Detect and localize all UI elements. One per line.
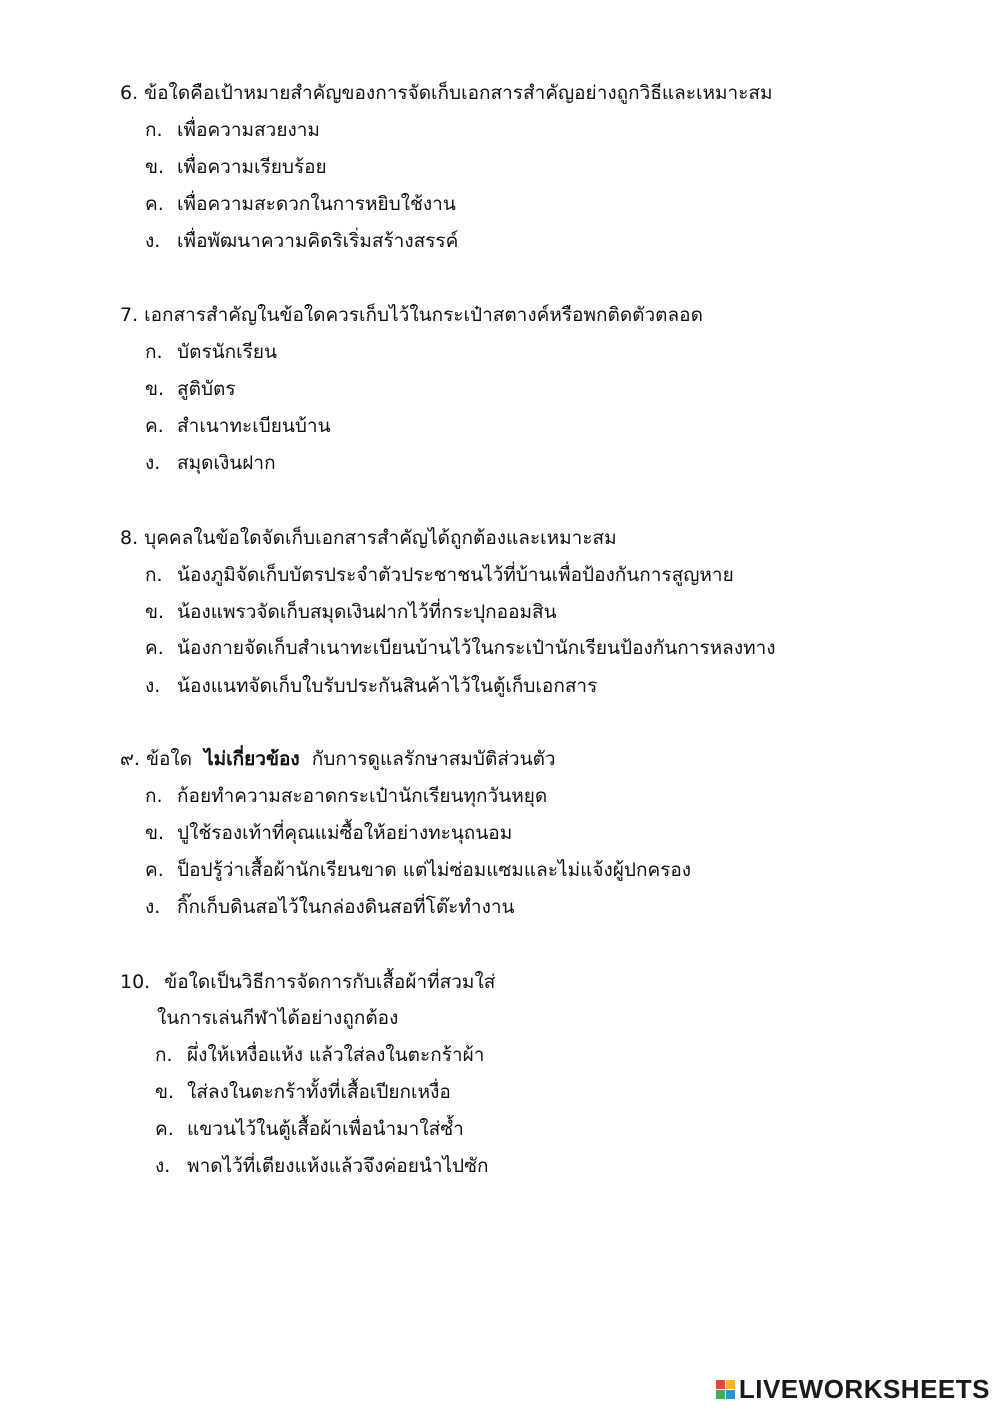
option-8-b[interactable]: [145, 600, 557, 624]
option-7-b[interactable]: [145, 377, 236, 401]
option-text: ใส่ลงในตะกร้าทั้งที่เสื้อเปียกเหงื่อ: [187, 1081, 451, 1103]
brand-name: LIVEWORKSHEETS: [738, 1374, 990, 1404]
question-text-line2: ในการเล่นกีฬาได้อย่างถูกต้อง: [157, 1007, 399, 1029]
option-7-c[interactable]: [145, 414, 331, 438]
option-6-d[interactable]: [145, 229, 458, 253]
question-10-line2: [157, 1006, 398, 1030]
option-text: น้องแพรวจัดเก็บสมุดเงินฝากไว้ที่กระปุกออมสิน: [177, 601, 557, 623]
liveworksheets-logo-icon: [716, 1380, 735, 1399]
question-text-line1: ข้อใดเป็นวิธีการจัดการกับเสื้อผ้าที่สวมใส่: [164, 971, 496, 993]
question-text: ข้อใดคือเป้าหมายสำคัญของการจัดเก็บเอกสารสำคัญอย่างถูกวิธีและเหมาะสม: [144, 82, 773, 104]
option-10-c[interactable]: [155, 1117, 464, 1141]
option-text: บัตรนักเรียน: [177, 341, 277, 363]
question-10: [120, 970, 495, 994]
logo-square-yellow: [726, 1380, 735, 1389]
question-emphasis: ไม่เกี่ยวข้อง: [204, 748, 300, 770]
question-number: 10.: [120, 971, 151, 993]
option-text: ป็อปรู้ว่าเสื้อผ้านักเรียนขาด แต่ไม่ซ่อมแซมและไม่แจ้งผู้ปกครอง: [177, 859, 692, 881]
question-number: 8.: [120, 527, 139, 549]
option-text: ก้อยทำความสะอาดกระเป๋านักเรียนทุกวันหยุด: [177, 785, 548, 807]
option-label: ก.: [145, 785, 163, 807]
option-label: ง.: [145, 230, 161, 252]
option-text: สำเนาทะเบียนบ้าน: [177, 415, 331, 437]
option-label: ค.: [145, 193, 164, 215]
option-8-a[interactable]: [145, 563, 734, 587]
option-label: ง.: [155, 1155, 171, 1177]
option-text: กิ๊กเก็บดินสอไว้ในกล่องดินสอที่โต๊ะทำงาน: [177, 896, 515, 918]
option-text: สมุดเงินฝาก: [177, 452, 276, 474]
option-6-c[interactable]: [145, 192, 456, 216]
question-number: 7.: [120, 304, 139, 326]
option-label: ค.: [145, 859, 164, 881]
option-6-a[interactable]: [145, 118, 320, 142]
option-8-d[interactable]: [145, 674, 597, 698]
option-label: ข.: [145, 601, 165, 623]
option-label: ค.: [155, 1118, 174, 1140]
option-7-a[interactable]: [145, 340, 277, 364]
question-number: ๙.: [120, 748, 140, 770]
option-label: ก.: [145, 564, 163, 586]
option-label: ข.: [145, 156, 165, 178]
option-9-a[interactable]: [145, 784, 547, 808]
option-9-c[interactable]: [145, 858, 691, 882]
option-label: ก.: [145, 119, 163, 141]
option-label: ง.: [145, 452, 161, 474]
option-text: เพื่อความเรียบร้อย: [177, 156, 327, 178]
option-label: ก.: [155, 1044, 173, 1066]
option-text: ผึ่งให้เหงื่อแห้ง แล้วใส่ลงในตะกร้าผ้า: [187, 1044, 485, 1066]
option-label: ข.: [145, 822, 165, 844]
question-8: [120, 526, 617, 550]
question-text-before: ข้อใด: [145, 748, 192, 770]
option-6-b[interactable]: [145, 155, 327, 179]
question-7: [120, 303, 703, 327]
option-label: ค.: [145, 637, 164, 659]
liveworksheets-logo[interactable]: [716, 1374, 990, 1405]
option-10-d[interactable]: [155, 1154, 489, 1178]
logo-square-green: [716, 1390, 725, 1399]
question-6: [120, 81, 773, 105]
logo-square-blue: [726, 1390, 735, 1399]
option-9-d[interactable]: [145, 895, 515, 919]
question-text: บุคคลในข้อใดจัดเก็บเอกสารสำคัญได้ถูกต้องและเหมาะสม: [144, 527, 617, 549]
option-text: น้องกายจัดเก็บสำเนาทะเบียนบ้านไว้ในกระเป๋านักเรียนป้องกันการหลงทาง: [177, 637, 776, 659]
option-text: สูติบัตร: [177, 378, 236, 400]
question-number: 6.: [120, 82, 139, 104]
option-text: เพื่อความสวยงาม: [177, 119, 320, 141]
option-label: ข.: [145, 378, 165, 400]
option-label: ก.: [145, 341, 163, 363]
option-9-b[interactable]: [145, 821, 512, 845]
option-text: เพื่อความสะดวกในการหยิบใช้งาน: [177, 193, 456, 215]
option-8-c[interactable]: [145, 636, 776, 660]
option-label: ข.: [155, 1081, 175, 1103]
option-text: น้องแนทจัดเก็บใบรับประกันสินค้าไว้ในตู้เก็บเอกสาร: [177, 675, 598, 697]
question-9: [120, 747, 556, 771]
option-10-a[interactable]: [155, 1043, 484, 1067]
option-text: เพื่อพัฒนาความคิดริเริ่มสร้างสรรค์: [177, 230, 459, 252]
option-label: ง.: [145, 675, 161, 697]
option-text: ปูใช้รองเท้าที่คุณแม่ซื้อให้อย่างทะนุถนอม: [177, 822, 513, 844]
logo-square-red: [716, 1380, 725, 1389]
option-text: น้องภูมิจัดเก็บบัตรประจำตัวประชาชนไว้ที่บ้านเพื่อป้องกันการสูญหาย: [177, 564, 734, 586]
option-text: พาดไว้ที่เตียงแห้งแล้วจึงค่อยนำไปซัก: [187, 1155, 489, 1177]
option-10-b[interactable]: [155, 1080, 451, 1104]
option-7-d[interactable]: [145, 451, 276, 475]
question-text: เอกสารสำคัญในข้อใดควรเก็บไว้ในกระเป๋าสตางค์หรือพกติดตัวตลอด: [144, 304, 703, 326]
option-text: แขวนไว้ในตู้เสื้อผ้าเพื่อนำมาใส่ซ้ำ: [187, 1118, 464, 1140]
option-label: ง.: [145, 896, 161, 918]
option-label: ค.: [145, 415, 164, 437]
question-text-after: กับการดูแลรักษาสมบัติส่วนตัว: [311, 748, 556, 770]
